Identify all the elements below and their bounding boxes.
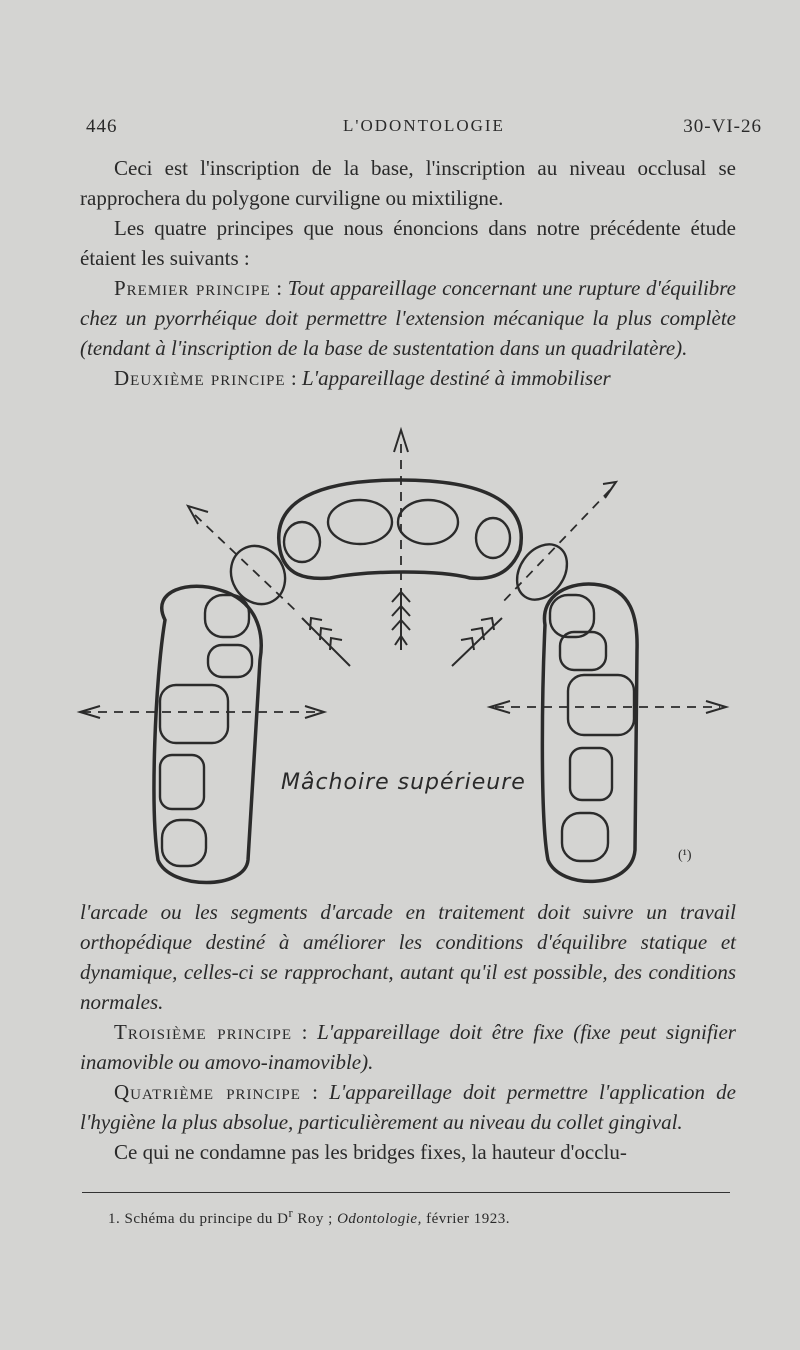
tooth — [284, 522, 320, 562]
tooth — [476, 518, 510, 558]
text-block-top — [80, 153, 736, 393]
tooth — [160, 755, 204, 809]
tooth — [160, 685, 228, 743]
tooth — [568, 675, 634, 735]
tooth — [162, 820, 206, 866]
feather-center — [392, 588, 410, 650]
tooth — [398, 500, 458, 544]
principle-label: Quatrième principe — [114, 1080, 301, 1104]
principle-2-continuation: l'arcade ou les segments d'arcade en traitement doit suivre un travail orthopédique destiné à améliorer les conditions d'équilibre statique et dynamique, celles-ci se rapprochant, autant qu'il est possible, des conditions normales. — [80, 900, 736, 1014]
running-header — [86, 116, 762, 146]
tooth — [570, 748, 612, 800]
principle-text: L'appareillage doit être fixe (fixe peut signifier inamovible ou amovo-inamovible). — [80, 1020, 736, 1074]
journal-title: L'ODONTOLOGIE — [343, 116, 505, 135]
principle-label: Premier principe — [114, 276, 271, 300]
principle-3: Troisième principe : L'appareillage doit être fixe (fixe peut signifier inamovible ou amovo-inamovible). — [80, 1020, 736, 1074]
upper-jaw-schema — [70, 420, 740, 890]
tooth — [208, 645, 252, 677]
paragraph-intro-1: Ceci est l'inscription de la base, l'inscription au niveau occlusal se rapprochera du polygone curviligne ou mixtiligne. — [80, 156, 736, 210]
figure-caption: Mâchoire supérieure — [281, 770, 526, 795]
principle-label: Troisième principe — [114, 1020, 292, 1044]
principle-text: Tout appareillage concernant une rupture d'équilibre chez un pyorrhéique doit permettre l'extension mécanique la plus complète (tendant à l'inscription de la base de sustentation dans un quadrilatère). — [80, 276, 736, 360]
right-segment — [542, 584, 637, 881]
principle-2: Deuxième principe : L'appareillage destiné à immobiliser — [114, 366, 611, 390]
feather-left — [302, 618, 350, 666]
tooth — [562, 813, 608, 861]
footnote-number: 1. — [108, 1211, 121, 1227]
arrowhead-upleft — [188, 506, 208, 524]
principle-1: Premier principe : Tout appareillage concernant une rupture d'équilibre chez un pyorrhéique doit permettre l'extension mécanique la plus complète (tendant à l'inscription de la base de sustentation dans un quadrilatère). — [80, 276, 736, 360]
issue-date: 30-VI-26 — [683, 116, 762, 137]
footnote-rule — [82, 1192, 730, 1193]
footnote: 1. Schéma du principe du $D^r$ Roy ; Odontologie, février 1923. — [108, 1206, 511, 1227]
principle-text: L'appareillage destiné à immobiliser — [301, 366, 611, 390]
principle-label: Deuxième principe — [114, 366, 286, 390]
footnote-journal: Odontologie, — [337, 1211, 422, 1227]
tooth — [550, 595, 594, 637]
feather-right — [452, 618, 502, 666]
text-block-bottom — [80, 897, 736, 1167]
principle-4: Quatrième principe : L'appareillage doit permettre l'application de l'hygiène la plus absolue, particulièrement au niveau du collet gingival. — [80, 1080, 736, 1134]
footnote-marker: (¹) — [678, 848, 692, 863]
footnote-text: Schéma du principe du D — [124, 1211, 289, 1227]
tooth — [328, 500, 392, 544]
diagonal-right — [500, 490, 610, 605]
principle-text: L'appareillage doit permettre l'application de l'hygiène la plus absolue, particulièrement au niveau du collet gingival. — [80, 1080, 736, 1134]
paragraph-intro-2: Les quatre principes que nous énoncions dans notre précédente étude étaient les suivants : — [80, 216, 736, 270]
paragraph-closing: Ce qui ne condamne pas les bridges fixes, la hauteur d'occlu- — [114, 1140, 627, 1164]
jaw-diagram — [70, 420, 740, 890]
canine — [507, 535, 577, 609]
footnote-sup: r — [288, 1206, 294, 1220]
page-number: 446 — [86, 116, 118, 137]
